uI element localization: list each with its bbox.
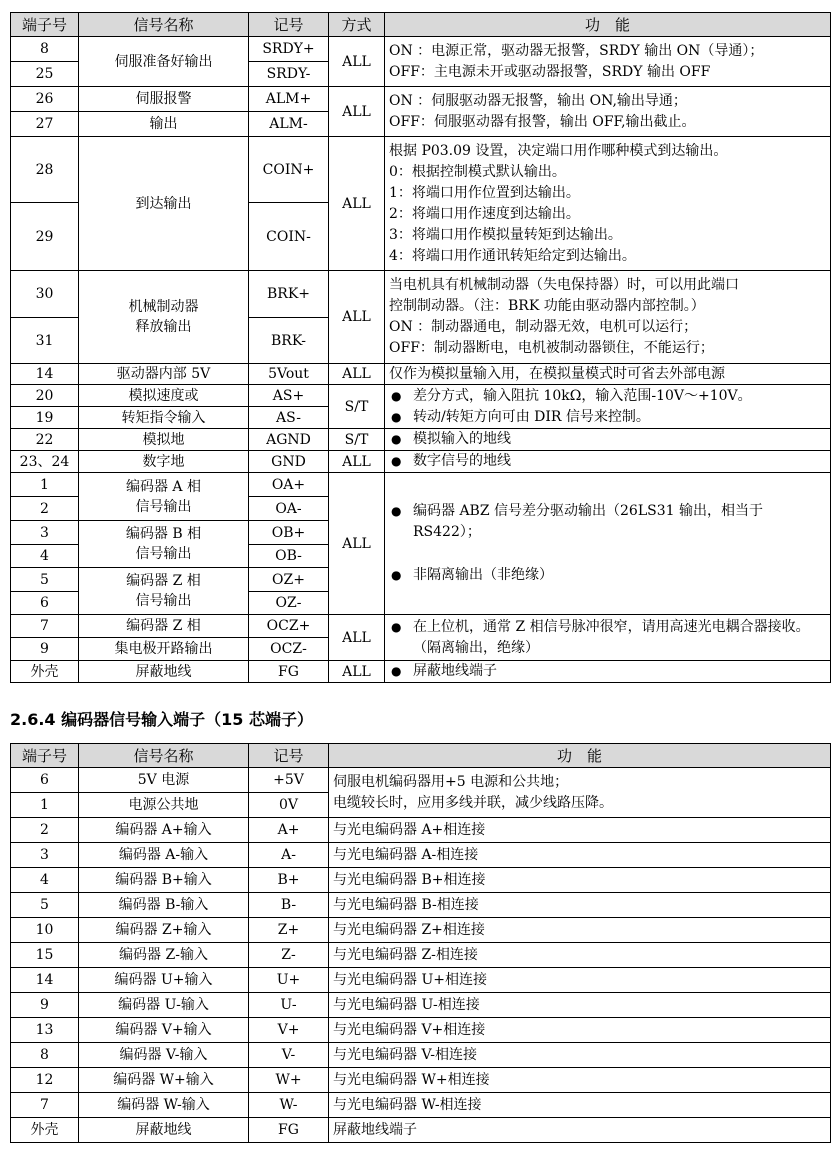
function-line: 与光电编码器 A-相连接	[329, 843, 831, 868]
function-line: 伺服电机编码器用+5 电源和公共地；	[333, 773, 569, 790]
pin-number: 19	[11, 407, 79, 429]
bullet-line: ● 模拟输入的地线	[389, 429, 826, 450]
pin-number: 14	[11, 968, 79, 993]
signal-name: 编码器 Z-输入	[79, 943, 249, 968]
signal-symbol: GND	[249, 451, 329, 473]
pin-number: 29	[11, 203, 79, 271]
function-line: 与光电编码器 V-相连接	[329, 1043, 831, 1068]
function-line: 根据 P03.09 设置，决定端口用作哪种模式到达输出。	[389, 142, 728, 159]
table-row	[11, 918, 831, 943]
function-line: 与光电编码器 A+相连接	[329, 818, 831, 843]
signal-symbol: ALM+	[249, 87, 329, 112]
table-header-row	[11, 744, 831, 768]
function-line: 与光电编码器 Z-相连接	[329, 943, 831, 968]
table-header-row	[11, 13, 831, 37]
pin-number: 7	[11, 1093, 79, 1118]
function-line: OFF：制动器断电，电机被制动器锁住，不能运行；	[389, 340, 714, 356]
encoder-rows	[11, 818, 831, 1143]
function-line: OFF：主电源未开或驱动器报警，SRDY 输出 OFF	[389, 63, 711, 80]
function-line: 电缆较长时，应用多线并联，减少线路压降。	[333, 794, 613, 811]
signal-name: 编码器 A-输入	[79, 843, 249, 868]
header-cell: 记号	[249, 744, 329, 768]
function-cell	[385, 137, 831, 271]
table-row	[11, 868, 831, 893]
pin-number: 12	[11, 1068, 79, 1093]
table-row	[11, 451, 831, 473]
pin-number: 23、24	[11, 451, 79, 473]
pin-number: 14	[11, 364, 79, 385]
header-cell: 信号名称	[79, 744, 249, 768]
pin-number: 31	[11, 318, 79, 364]
signal-name: 编码器 Z+输入	[79, 918, 249, 943]
encoder-input-table	[10, 743, 831, 1143]
mode: ALL	[329, 473, 385, 615]
table-row	[11, 364, 831, 385]
pin-number: 7	[11, 615, 79, 638]
table-row	[11, 37, 831, 62]
function-line: 4：将端口用作通讯转矩给定到达输出。	[389, 247, 636, 264]
function-cell	[329, 768, 831, 818]
signal-name: 屏蔽地线	[79, 1118, 249, 1143]
header-cell: 信号名称	[79, 13, 249, 37]
signal-symbol: 0V	[249, 793, 329, 818]
signal-symbol: V-	[249, 1043, 329, 1068]
function-line: 0：根据控制模式默认输出。	[389, 163, 566, 180]
signal-name-cell	[79, 473, 249, 521]
signal-name: 编码器 A+输入	[79, 818, 249, 843]
signal-name-cell	[79, 271, 249, 364]
signal-name: 转矩指令输入	[79, 407, 249, 429]
mode: ALL	[329, 615, 385, 661]
signal-name: 模拟地	[79, 429, 249, 451]
signal-name: 释放输出	[135, 319, 192, 335]
signal-name: 5V 电源	[79, 768, 249, 793]
function-line: 当电机具有机械制动器（失电保持器）时，可以用此端口	[389, 277, 739, 293]
signal-name-cell	[79, 568, 249, 615]
function-line: 3：将端口用作模拟量转矩到达输出。	[389, 226, 622, 243]
signal-symbol: SRDY+	[249, 37, 329, 62]
function-cell	[385, 385, 831, 429]
signal-name: 伺服报警	[79, 87, 249, 112]
pin-number: 15	[11, 943, 79, 968]
signal-name: 信号输出	[135, 498, 192, 515]
pin-number: 6	[11, 592, 79, 615]
pin-number: 26	[11, 87, 79, 112]
signal-symbol: W-	[249, 1093, 329, 1118]
function-line: 控制制动器。（注：BRK 功能由驱动器内部控制。）	[389, 298, 705, 314]
pin-number: 外壳	[11, 661, 79, 683]
signal-symbol: B-	[249, 893, 329, 918]
signal-symbol: U-	[249, 993, 329, 1018]
pin-number: 5	[11, 568, 79, 592]
mode: S/T	[329, 385, 385, 429]
signal-symbol: OB-	[249, 545, 329, 568]
pin-number: 外壳	[11, 1118, 79, 1143]
bullet-line: ● 非隔离输出（非绝缘）	[389, 565, 826, 586]
signal-symbol: AGND	[249, 429, 329, 451]
function-line: 仅作为模拟量输入用，在模拟量模式时可省去外部电源	[385, 364, 831, 385]
signal-symbol: FG	[249, 661, 329, 683]
signal-name: 编码器 V-输入	[79, 1043, 249, 1068]
signal-name-cell	[79, 521, 249, 568]
signal-symbol: OB+	[249, 521, 329, 545]
pin-number: 2	[11, 497, 79, 521]
signal-symbol: A+	[249, 818, 329, 843]
pin-number: 10	[11, 918, 79, 943]
bullet-line: ● 数字信号的地线	[389, 451, 826, 472]
function-line: 与光电编码器 U+相连接	[329, 968, 831, 993]
function-cell	[385, 429, 831, 451]
pin-number: 22	[11, 429, 79, 451]
pin-number: 27	[11, 112, 79, 137]
signal-symbol: AS-	[249, 407, 329, 429]
signal-name: 编码器 B-输入	[79, 893, 249, 918]
bullet-line: ● 差分方式，输入阻抗 10kΩ，输入范围-10V～+10V。	[389, 386, 826, 407]
pin-number: 30	[11, 271, 79, 318]
signal-name: 编码器 A 相	[125, 478, 201, 495]
signal-name: 编码器 Z 相	[126, 573, 201, 589]
signal-name: 编码器 W+输入	[79, 1068, 249, 1093]
table-row	[11, 429, 831, 451]
signal-name: 信号输出	[135, 546, 192, 562]
table-row	[11, 271, 831, 318]
signal-name: 信号输出	[135, 593, 192, 609]
header-cell: 记号	[249, 13, 329, 37]
signal-symbol: A-	[249, 843, 329, 868]
pin-number: 28	[11, 137, 79, 203]
table-row	[11, 843, 831, 868]
mode: ALL	[329, 137, 385, 271]
signal-symbol: OZ-	[249, 592, 329, 615]
signal-symbol: OCZ-	[249, 638, 329, 661]
function-line: 与光电编码器 Z+相连接	[329, 918, 831, 943]
mode: ALL	[329, 87, 385, 137]
pin-number: 4	[11, 545, 79, 568]
function-line: OFF：伺服驱动器有报警，输出 OFF,输出截止。	[389, 113, 696, 130]
signal-name: 屏蔽地线	[79, 661, 249, 683]
signal-name: 伺服准备好输出	[79, 37, 249, 87]
function-line: 与光电编码器 B-相连接	[329, 893, 831, 918]
function-cell	[385, 451, 831, 473]
bullet-line: ● 在上位机，通常 Z 相信号脉冲很窄，请用高速光电耦合器接收。（隔离输出，绝缘）	[389, 617, 826, 659]
signal-symbol: OA-	[249, 497, 329, 521]
signal-name: 驱动器内部 5V	[79, 364, 249, 385]
signal-name: 编码器 B 相	[125, 526, 202, 542]
table-row	[11, 137, 831, 203]
function-line: 与光电编码器 W-相连接	[329, 1093, 831, 1118]
table-row	[11, 1068, 831, 1093]
signal-symbol: AS+	[249, 385, 329, 407]
table-row	[11, 87, 831, 112]
function-line: 2：将端口用作速度到达输出。	[389, 205, 580, 222]
function-line: ON ：伺服驱动器无报警，输出 ON,输出导通；	[389, 92, 687, 109]
section-heading: 2.6.4 编码器信号输入端子（15 芯端子）	[10, 710, 313, 729]
header-cell: 功 能	[329, 744, 831, 768]
pin-number: 3	[11, 843, 79, 868]
pin-number: 9	[11, 993, 79, 1018]
function-line: 与光电编码器 W+相连接	[329, 1068, 831, 1093]
function-line: 与光电编码器 U-相连接	[329, 993, 831, 1018]
signal-name: 集电极开路输出	[79, 638, 249, 661]
pin-number: 1	[11, 473, 79, 497]
function-line: 1：将端口用作位置到达输出。	[389, 184, 580, 201]
pin-number: 2	[11, 818, 79, 843]
signal-symbol: U+	[249, 968, 329, 993]
table-row	[11, 615, 831, 638]
header-cell: 端子号	[11, 13, 79, 37]
pin-number: 3	[11, 521, 79, 545]
header-cell: 方式	[329, 13, 385, 37]
signal-name: 编码器 W-输入	[79, 1093, 249, 1118]
signal-symbol: OA+	[249, 473, 329, 497]
signal-symbol: ALM-	[249, 112, 329, 137]
pin-number: 25	[11, 62, 79, 87]
table-row	[11, 943, 831, 968]
signal-symbol: 5Vout	[249, 364, 329, 385]
signal-name: 输出	[79, 112, 249, 137]
mode: ALL	[329, 271, 385, 364]
pin-number: 8	[11, 1043, 79, 1068]
mode: ALL	[329, 37, 385, 87]
signal-symbol: FG	[249, 1118, 329, 1143]
table-row	[11, 1118, 831, 1143]
signal-name: 编码器 B+输入	[79, 868, 249, 893]
signal-symbol: V+	[249, 1018, 329, 1043]
signal-symbol: COIN+	[249, 137, 329, 203]
signal-name: 编码器 Z 相	[79, 615, 249, 638]
table-row	[11, 473, 831, 497]
table-row	[11, 818, 831, 843]
output-terminal-table	[10, 12, 831, 683]
table-row	[11, 385, 831, 407]
pin-number: 6	[11, 768, 79, 793]
table-row	[11, 993, 831, 1018]
table-row	[11, 968, 831, 993]
signal-symbol: +5V	[249, 768, 329, 793]
signal-symbol: Z-	[249, 943, 329, 968]
mode: ALL	[329, 661, 385, 683]
signal-symbol: B+	[249, 868, 329, 893]
signal-symbol: COIN-	[249, 203, 329, 271]
signal-symbol: OZ+	[249, 568, 329, 592]
function-cell	[385, 473, 831, 615]
pin-number: 20	[11, 385, 79, 407]
function-cell	[385, 615, 831, 661]
signal-symbol: OCZ+	[249, 615, 329, 638]
pin-number: 9	[11, 638, 79, 661]
bullet-line: ● 屏蔽地线端子	[389, 661, 826, 682]
pin-number: 4	[11, 868, 79, 893]
function-cell	[385, 37, 831, 87]
table-row	[11, 893, 831, 918]
signal-symbol: BRK-	[249, 318, 329, 364]
function-line: 屏蔽地线端子	[329, 1118, 831, 1143]
signal-name: 到达输出	[79, 137, 249, 271]
table-row	[11, 1043, 831, 1068]
signal-name: 编码器 U+输入	[79, 968, 249, 993]
signal-symbol: BRK+	[249, 271, 329, 318]
table-row	[11, 661, 831, 683]
function-line: ON ：电源正常，驱动器无报警，SRDY 输出 ON（导通）；	[389, 42, 764, 59]
function-line: 与光电编码器 V+相连接	[329, 1018, 831, 1043]
table-row	[11, 1018, 831, 1043]
header-cell: 功 能	[385, 13, 831, 37]
table-row	[11, 768, 831, 793]
mode: ALL	[329, 364, 385, 385]
function-line: 与光电编码器 B+相连接	[329, 868, 831, 893]
function-cell	[385, 661, 831, 683]
signal-name: 编码器 U-输入	[79, 993, 249, 1018]
pin-number: 1	[11, 793, 79, 818]
signal-name: 编码器 V+输入	[79, 1018, 249, 1043]
bullet-line: ● 转动/转矩方向可由 DIR 信号来控制。	[389, 407, 826, 428]
mode: S/T	[329, 429, 385, 451]
signal-symbol: SRDY-	[249, 62, 329, 87]
pin-number: 5	[11, 893, 79, 918]
pin-number: 13	[11, 1018, 79, 1043]
function-cell	[385, 87, 831, 137]
function-line: ON ：制动器通电，制动器无效，电机可以运行；	[389, 319, 698, 335]
signal-name: 数字地	[79, 451, 249, 473]
signal-symbol: W+	[249, 1068, 329, 1093]
bullet-line: ● 编码器 ABZ 信号差分驱动输出（26LS31 输出，相当于 RS422）；	[389, 501, 826, 543]
signal-name: 模拟速度或	[79, 385, 249, 407]
signal-name: 电源公共地	[79, 793, 249, 818]
pin-number: 8	[11, 37, 79, 62]
table-row	[11, 1093, 831, 1118]
function-cell	[385, 271, 831, 364]
signal-name: 机械制动器	[128, 299, 199, 315]
signal-symbol: Z+	[249, 918, 329, 943]
header-cell: 端子号	[11, 744, 79, 768]
mode: ALL	[329, 451, 385, 473]
